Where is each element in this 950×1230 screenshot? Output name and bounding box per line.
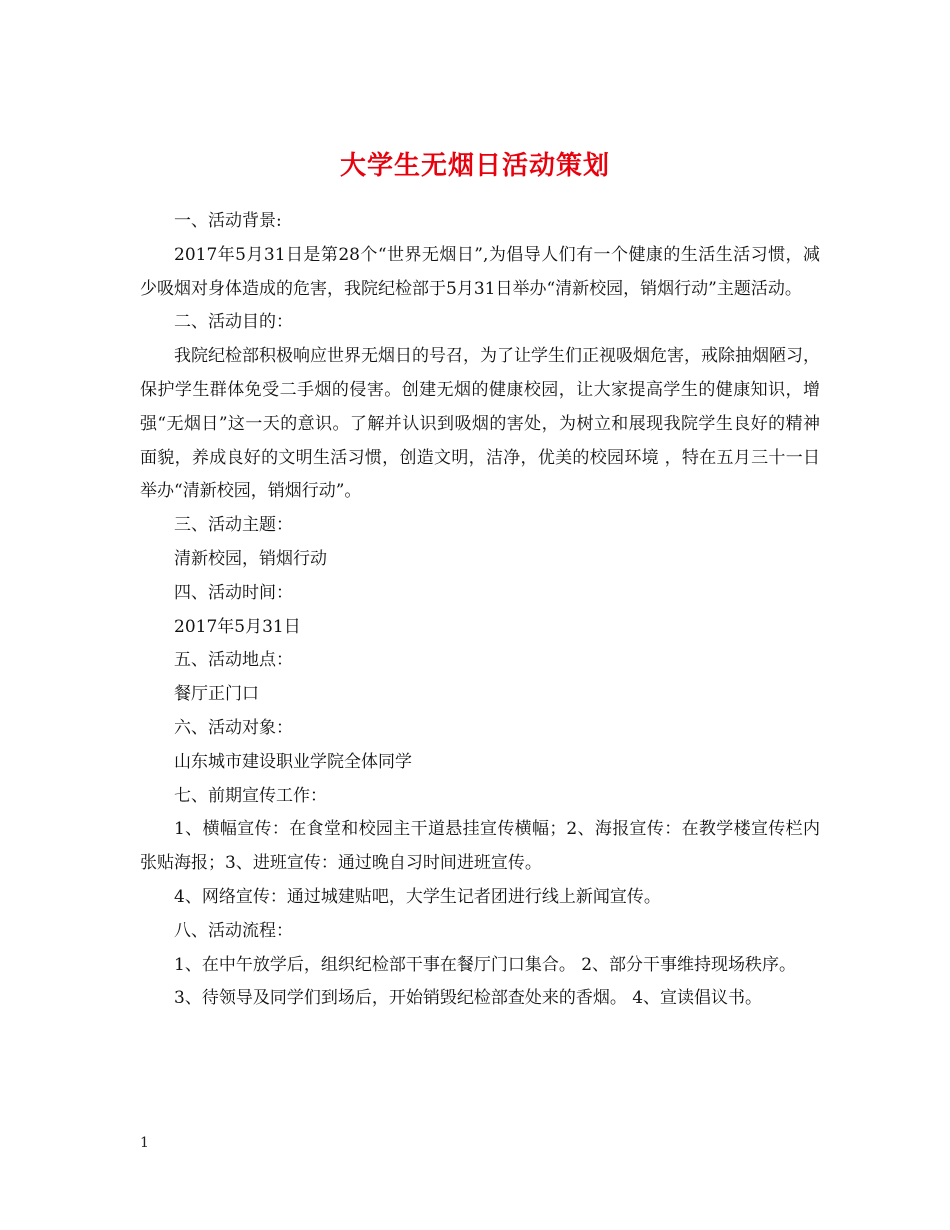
document-body xyxy=(140,205,820,1016)
section-heading-location: 五、活动地点： xyxy=(174,650,293,671)
section-heading-audience: 六、活动对象： xyxy=(174,717,293,738)
paragraph-location: 餐厅正门口 xyxy=(174,684,259,705)
section-heading-promotion: 七、前期宣传工作： xyxy=(174,785,327,806)
paragraph-background: 2017年5月31日是第28个“世界无烟日”,为倡导人们有一个健康的生活生活习惯，减少吸烟对身体造成的危害，我院纪检部于5月31日举办“清新校园，销烟行动”主题活动。 xyxy=(140,244,820,299)
paragraph-purpose: 我院纪检部积极响应世界无烟日的号召，为了让学生们正视吸烟危害，戒除抽烟陋习，保护学生群体免受二手烟的侵害。创建无烟的健康校园，让大家提高学生的健康知识，增强“无烟日”这一天的意识。了解并认识到吸烟的害处，为树立和展现我院学生良好的精神面貌，养成良好的文明生活习惯，创造文明，洁净，优美的校园环境 ，特在五月三十一日举办“清新校园，销烟行动”。 xyxy=(140,346,820,502)
paragraph-audience: 山东城市建设职业学院全体同学 xyxy=(174,751,412,772)
section-heading-process: 八、活动流程： xyxy=(174,920,293,941)
paragraph-promotion-1: 1、横幅宣传：在食堂和校园主干道悬挂宣传横幅；2、海报宣传：在教学楼宣传栏内张贴海报；3、进班宣传：通过晚自习时间进班宣传。 xyxy=(140,819,820,874)
document-title: 大学生无烟日活动策划 xyxy=(339,151,610,182)
paragraph-process-2: 3、待领导及同学们到场后，开始销毁纪检部查处来的香烟。 4、宣读倡议书。 xyxy=(174,988,763,1009)
section-heading-purpose: 二、活动目的： xyxy=(174,312,293,333)
section-heading-background: 一、活动背景: xyxy=(174,211,282,231)
section-heading-theme: 三、活动主题： xyxy=(174,515,293,536)
paragraph-time: 2017年5月31日 xyxy=(174,616,301,637)
paragraph-process-1: 1、在中午放学后，组织纪检部干事在餐厅门口集合。 2、部分干事维持现场秩序。 xyxy=(174,954,797,975)
page-number: 1 xyxy=(140,1135,149,1151)
paragraph-theme: 清新校园，销烟行动 xyxy=(174,548,327,569)
paragraph-promotion-2: 4、网络宣传：通过城建贴吧，大学生记者团进行线上新闻宣传。 xyxy=(174,886,661,907)
section-heading-time: 四、活动时间： xyxy=(174,582,293,603)
